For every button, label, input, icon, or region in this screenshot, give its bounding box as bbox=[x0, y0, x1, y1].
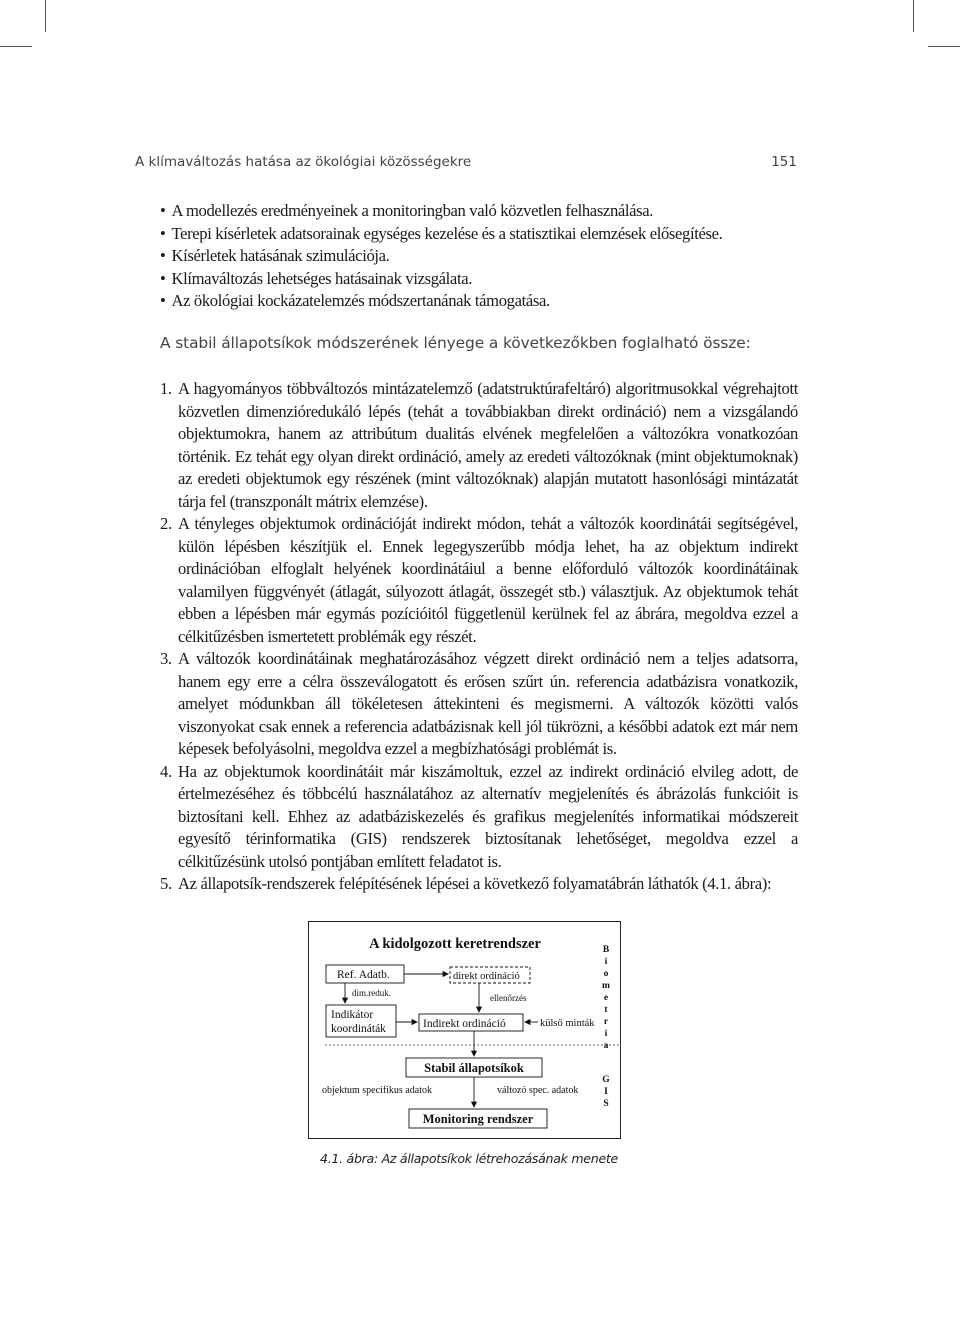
figure-title: A kidolgozott keretrendszer bbox=[369, 936, 541, 952]
direkt-ordinacio-label: direkt ordináció bbox=[453, 971, 520, 982]
side-letter: a bbox=[603, 1041, 609, 1051]
step-item bbox=[160, 873, 798, 896]
bullet-list bbox=[160, 200, 810, 313]
step-text: A hagyományos többváltozós mintázatelemző (adatstruktúrafeltáró) algoritmusokkal végrehajtott közvetlen dimenzióredukáló lépés (tehát a továbbiakban direkt ordináció) nem a vizsgálandó objektumokra, hanem az attribútum dualitás elvének megfelelően a változókra vonatkozóan történik. Ez tehát egy olyan direkt ordináció, amely az eredeti változóknak (mint objektumoknak) az eredeti objektumok egy részének (mint változóknak) alapján mutatott hasonlósági mintázatát tárja fel (transzponált mátrix elemzése). bbox=[178, 379, 798, 511]
side-letter: I bbox=[604, 1087, 608, 1097]
side-letter: e bbox=[603, 993, 609, 1003]
bullet-item: • A modellezés eredményeinek a monitoringban való közvetlen felhasználása. bbox=[160, 200, 810, 223]
step-number: 2. bbox=[160, 514, 172, 533]
crop-mark bbox=[45, 0, 46, 32]
step-item bbox=[160, 648, 798, 761]
ellenorzes-label: ellenőrzés bbox=[490, 993, 527, 1003]
stabil-allapotsikok-label: Stabil állapotsíkok bbox=[424, 1061, 524, 1075]
step-list bbox=[160, 378, 798, 896]
running-head bbox=[135, 154, 797, 170]
side-letter: t bbox=[604, 1005, 608, 1015]
intro-sentence: A stabil állapotsíkok módszerének lényege a következőkben foglalható össze: bbox=[160, 334, 751, 352]
valtozo-spec-label: változó spec. adatok bbox=[497, 1085, 579, 1096]
side-letter: m bbox=[602, 981, 610, 991]
bullet-item: • Klímaváltozás lehetséges hatásainak vizsgálata. bbox=[160, 268, 810, 291]
indikator-label-line1: Indikátor bbox=[331, 1009, 374, 1021]
page-number: 151 bbox=[771, 154, 797, 170]
dim-reduk-label: dim.reduk. bbox=[352, 988, 391, 998]
step-text: Az állapotsík-rendszerek felépítésének lépései a következő folyamatábrán láthatók (4.1. ábra): bbox=[178, 874, 772, 893]
step-number: 3. bbox=[160, 649, 172, 668]
gis-label bbox=[602, 1075, 610, 1109]
indikator-label-line2: koordináták bbox=[331, 1023, 386, 1035]
step-number: 1. bbox=[160, 379, 172, 398]
kulso-mintak-label: külső minták bbox=[540, 1018, 595, 1029]
running-title: A klímaváltozás hatása az ökológiai közösségekre bbox=[135, 154, 472, 170]
step-number: 4. bbox=[160, 761, 172, 781]
crop-mark bbox=[913, 0, 914, 32]
step-text: Ha az objektumok koordinátáit már kiszámoltuk, ezzel az indirekt ordináció elvileg adott, de értelmezéséhez és többcélú használatához az alternatív megjelenítés és ábrázolás funkcióit is biztosítani kell. Ehhez az adatbáziskezelés és grafikus megjelenítés informatikai módszereit egyesítő térinformatika (GIS) rendszerek biztosítanak lehetőséget, megoldva ezzel a célkitűzésünk utolsó pontjában említett feladatot is. bbox=[178, 761, 798, 871]
bullet-item: • Terepi kísérletek adatsorainak egységes kezelése és a statisztikai elemzések elősegítése. bbox=[160, 223, 810, 246]
step-item bbox=[160, 378, 798, 513]
side-letter: G bbox=[602, 1075, 610, 1085]
step-item bbox=[160, 513, 798, 648]
biometria-label bbox=[602, 945, 610, 1051]
step-text: A tényleges objektumok ordinációját indirekt módon, tehát a változók koordinátái segítségével, külön lépésben készítjük el. Ennek legegyszerűbb módja lehet, ha az objektum indirekt ordinációban elfoglalt helyének koordinátáiul a benne előforduló változók koordinátáinak valamilyen függvényét (átlagát, súlyozott átlagát, összegét stb.) választjuk. Az objektumok tehát ebben a lépésben már egymás pozícióitól függetlenül kerülnek fel az ábrára, megoldva ezzel a célkitűzésben ismertetett problémák egy részét. bbox=[178, 514, 798, 646]
step-number: 5. bbox=[160, 874, 172, 893]
flowchart-diagram bbox=[309, 922, 622, 1140]
side-letter: o bbox=[603, 969, 609, 979]
indirekt-ordinacio-label: Indirekt ordináció bbox=[423, 1018, 506, 1030]
step-text: A változók koordinátáinak meghatározásához végzett direkt ordináció nem a teljes adatsorra, hanem egy erre a célra összeválogatott és erősen szűrt ún. referencia adatbázisra vonatkozik, amelyet módunkban áll tökéletesen áttekinteni és megismerni. A változók közötti valós viszonyokat csak ennek a referencia adatbázisnak kell jól tükrözni, a későbbi adatok ezt már nem képesek befolyásolni, megoldva ezzel a megbízhatósági problémát is. bbox=[178, 649, 798, 758]
side-letter: r bbox=[603, 1017, 609, 1027]
ref-adatb-label: Ref. Adatb. bbox=[337, 969, 390, 981]
side-letter: i bbox=[604, 957, 608, 967]
side-letter: i bbox=[604, 1029, 608, 1039]
figure-caption: 4.1. ábra: Az állapotsíkok létrehozásának menete bbox=[320, 1151, 618, 1166]
bullet-item: • Kísérletek hatásának szimulációja. bbox=[160, 245, 810, 268]
monitoring-rendszer-label: Monitoring rendszer bbox=[422, 1112, 534, 1126]
step-item bbox=[160, 761, 798, 874]
crop-mark bbox=[928, 46, 960, 47]
side-letter: B bbox=[602, 945, 610, 955]
flowchart-figure bbox=[308, 921, 621, 1139]
objektum-specifikus-label: objektum specifikus adatok bbox=[322, 1085, 432, 1096]
crop-mark bbox=[0, 46, 32, 47]
bullet-item: • Az ökológiai kockázatelemzés módszertanának támogatása. bbox=[160, 290, 810, 313]
side-letter: S bbox=[603, 1099, 609, 1109]
